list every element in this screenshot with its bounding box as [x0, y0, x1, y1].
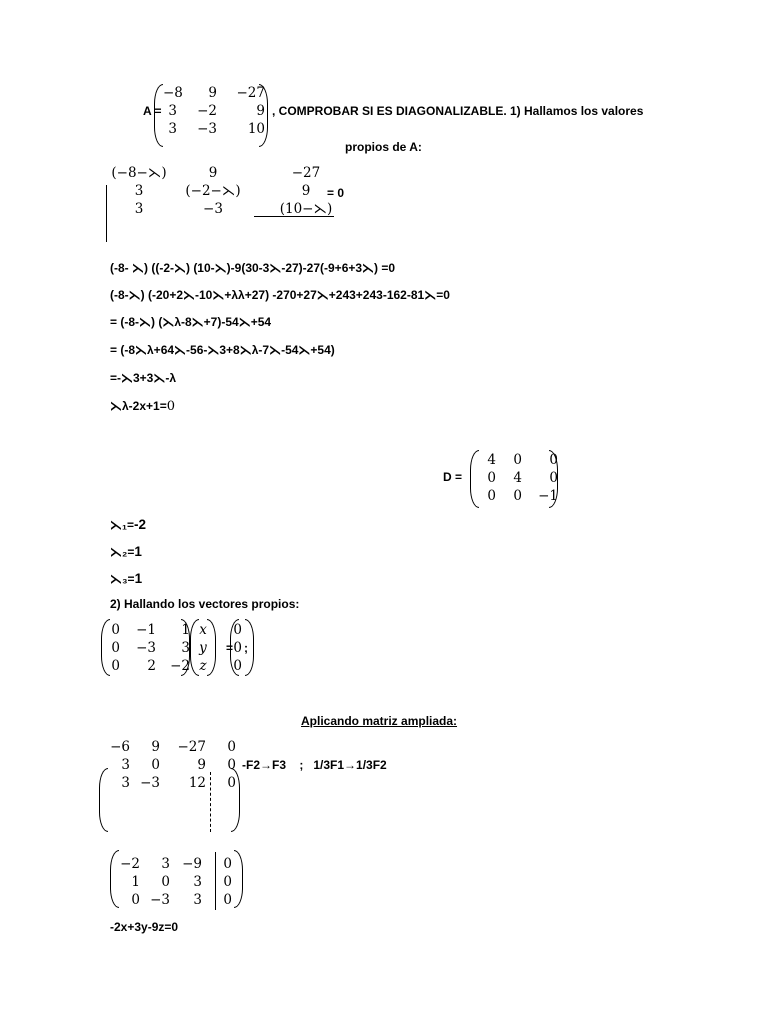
d-label: D =	[443, 470, 463, 484]
matrix-cell: (10−⋋)	[279, 201, 333, 217]
system-semicolon: ;	[244, 641, 248, 655]
matrix-cell: 0	[131, 892, 140, 908]
matrix-cell: −27	[177, 739, 206, 755]
matrix-cell: 0	[223, 892, 232, 908]
matrix-cell: 0	[513, 452, 522, 468]
step-3: = (-8-⋋) (⋋λ-8⋋+7)-54⋋+54	[110, 315, 272, 329]
aug2-separator	[215, 852, 216, 910]
matrix-cell: 4	[487, 452, 496, 468]
matrix-cell: −2	[120, 856, 140, 872]
matrix-cell: −6	[110, 739, 130, 755]
matrix-cell: 0	[161, 874, 170, 890]
matrix-cell: −1	[136, 622, 156, 638]
augmented-matrix-1	[110, 738, 236, 792]
matrix-cell: 10	[247, 121, 265, 137]
vector-cell: 0	[233, 640, 242, 656]
matrix-cell: 3	[161, 856, 170, 872]
matrix-cell: 3	[134, 201, 144, 217]
vector-cell: 0	[233, 658, 242, 674]
matrix-cell: 9	[208, 85, 217, 101]
matrix-cell: 3	[193, 874, 202, 890]
matrix-a-right-paren	[259, 84, 268, 147]
step-6-tail: 0	[166, 399, 175, 414]
eigenvalue-2-value: 1	[134, 544, 142, 559]
eigenvalue-1-label: ⋋₁=	[110, 518, 134, 532]
matrix-cell: −3	[150, 892, 170, 908]
matrix-cell: −1	[538, 488, 558, 504]
aug1-separator	[210, 772, 211, 832]
step-2: (-8-⋋) (-20+2⋋-10⋋+λλ+27) -270+27⋋+243+243-162-81⋋=0	[110, 288, 450, 302]
vector-cell: 0	[233, 622, 242, 638]
matrix-cell: 9	[301, 183, 311, 199]
matrix-cell: 0	[487, 470, 496, 486]
matrix-a	[163, 84, 265, 138]
matrix-cell: 0	[513, 488, 522, 504]
eigenvalue-1	[110, 516, 146, 534]
system-equals: =	[226, 641, 234, 655]
determinant-equals: = 0	[327, 186, 345, 200]
determinant-bar	[106, 185, 107, 242]
matrix-cell: 4	[513, 470, 522, 486]
matrix-cell: (−8−⋋)	[111, 165, 167, 181]
aug1-right-paren	[231, 768, 240, 832]
matrix-cell: 0	[549, 452, 558, 468]
matrix-cell: 0	[549, 470, 558, 486]
matrix-cell: −2	[197, 103, 217, 119]
ampliada-title: Aplicando matriz ampliada:	[301, 714, 458, 728]
matrix-cell: 2	[147, 658, 156, 674]
matrix-cell: 3	[181, 640, 190, 656]
row-operations: -F2→F3 ; 1/3F1→1/3F2	[242, 758, 387, 772]
matrix-cell: 0	[223, 856, 232, 872]
matrix-a-left-paren	[154, 84, 163, 147]
d-matrix	[482, 451, 558, 505]
matrix-cell: 0	[151, 757, 160, 773]
d-left-paren	[470, 450, 479, 508]
matrix-cell: 9	[197, 757, 206, 773]
rhs-vector	[232, 621, 242, 675]
vars-right-paren	[207, 619, 216, 676]
matrix-cell: 0	[487, 488, 496, 504]
matrix-cell: −9	[182, 856, 202, 872]
matrix-cell: 0	[111, 658, 120, 674]
matrix-cell: −2	[170, 658, 190, 674]
eigenvalue-1-value: -2	[133, 517, 146, 532]
matrix-cell: 0	[227, 757, 236, 773]
determinant-matrix	[110, 164, 354, 218]
matrix-cell: 0	[111, 640, 120, 656]
title-text-line2: propios de A:	[345, 140, 422, 154]
determinant-underline	[254, 216, 334, 217]
matrix-cell: 9	[151, 739, 160, 755]
aug2-right-paren	[234, 850, 243, 908]
matrix-cell: −3	[140, 775, 160, 791]
matrix-cell: 3	[168, 121, 177, 137]
matrix-cell: 9	[256, 103, 265, 119]
step-6	[110, 397, 175, 415]
matrix-cell: 12	[188, 775, 206, 791]
step-4: = (-8⋋λ+64⋋-56-⋋3+8⋋λ-7⋋-54⋋+54)	[110, 343, 335, 357]
matrix-cell: 3	[121, 775, 130, 791]
step-6-text: ⋋λ-2x+1=	[110, 399, 167, 413]
final-equation: -2x+3y-9z=0	[110, 920, 179, 934]
matrix-cell: 9	[208, 165, 218, 181]
aug1-left-paren	[99, 768, 108, 832]
matrix-cell: −27	[236, 85, 265, 101]
matrix-cell: −3	[136, 640, 156, 656]
step-1: (-8- ⋋) ((-2-⋋) (10-⋋)-9(30-3⋋-27)-27(-9+6+3⋋) =0	[110, 261, 396, 275]
matrix-cell: 0	[111, 622, 120, 638]
eigenvalue-2-label: ⋋₂=	[110, 545, 135, 559]
a-label: A =	[143, 104, 162, 118]
matrix-cell: −8	[163, 85, 183, 101]
matrix-cell: −3	[197, 121, 217, 137]
vector-cell: z	[199, 658, 207, 674]
matrix-cell: 3	[193, 892, 202, 908]
matrix-cell: −27	[291, 165, 321, 181]
matrix-cell: −3	[203, 201, 223, 217]
matrix-cell: 1	[131, 874, 140, 890]
vector-cell: x	[199, 622, 207, 638]
matrix-cell: 3	[121, 757, 130, 773]
section-2-heading: 2) Hallando los vectores propios:	[110, 597, 300, 611]
eigenvalue-3	[110, 570, 142, 588]
eigenvalue-2	[110, 543, 142, 561]
matrix-cell: 0	[227, 775, 236, 791]
coef-matrix	[108, 621, 190, 675]
matrix-cell: (−2−⋋)	[185, 183, 241, 199]
eigenvalue-3-label: ⋋₃=	[110, 572, 135, 586]
matrix-cell: 1	[181, 622, 190, 638]
matrix-cell: 3	[134, 183, 144, 199]
step-5: =-⋋3+3⋋-λ	[110, 371, 177, 385]
eigenvalue-3-value: 1	[134, 571, 143, 586]
matrix-cell: 0	[227, 739, 236, 755]
matrix-cell: 3	[168, 103, 177, 119]
matrix-cell: 0	[223, 874, 232, 890]
vector-cell: y	[199, 640, 207, 656]
title-text-line1: , COMPROBAR SI ES DIAGONALIZABLE. 1) Hallamos los valores	[272, 104, 644, 118]
